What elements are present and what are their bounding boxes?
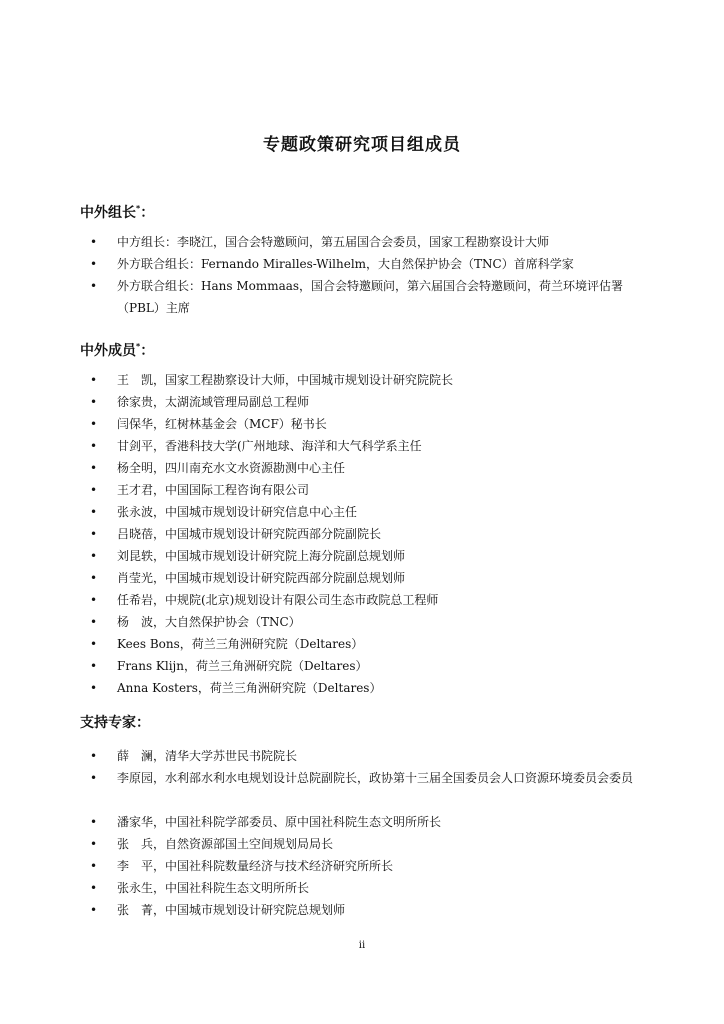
bullet-icon: • bbox=[90, 637, 98, 651]
bullet-icon: • bbox=[90, 257, 98, 271]
bullet-icon: • bbox=[90, 837, 98, 851]
bullet-icon: • bbox=[90, 373, 98, 387]
section-heading-members bbox=[80, 340, 154, 360]
section-heading-leaders bbox=[80, 202, 154, 222]
list-item bbox=[0, 435, 657, 457]
bullet-icon: • bbox=[90, 681, 98, 695]
bullet-icon: • bbox=[90, 549, 98, 563]
list-item-text: 吕晓蓓，中国城市规划设计研究院西部分院副院长 bbox=[117, 527, 382, 541]
bullet-icon: • bbox=[90, 461, 98, 475]
bullet-icon: • bbox=[90, 815, 98, 829]
heading-colon: ： bbox=[140, 343, 155, 359]
list-item-text: 肖莹光，中国城市规划设计研究院西部分院副总规划师 bbox=[117, 571, 406, 585]
section-heading-text: 支持专家 bbox=[80, 715, 136, 731]
heading-colon: ： bbox=[140, 205, 155, 221]
list-item bbox=[0, 479, 657, 501]
bullet-icon: • bbox=[90, 903, 98, 917]
list-item-text: 张 菁，中国城市规划设计研究院总规划师 bbox=[117, 903, 346, 917]
bullet-icon: • bbox=[90, 749, 98, 763]
page-number: ii bbox=[358, 940, 366, 951]
footnote-marker: * bbox=[136, 342, 141, 351]
list-item-text: 杨 波，大自然保护协会（TNC） bbox=[117, 615, 301, 629]
list-item-text: Frans Klijn，荷兰三角洲研究院（Deltares） bbox=[117, 659, 368, 673]
page-title: 专题政策研究项目组成员 bbox=[263, 135, 461, 155]
bullet-icon: • bbox=[90, 439, 98, 453]
list-item bbox=[0, 611, 657, 633]
bullet-icon: • bbox=[90, 881, 98, 895]
list-item-text: 王 凯，国家工程勘察设计大师，中国城市规划设计研究院院长 bbox=[117, 373, 454, 387]
bullet-icon: • bbox=[90, 505, 98, 519]
list-item-text: 王才君，中国国际工程咨询有限公司 bbox=[117, 483, 310, 497]
section-heading-text: 中外组长 bbox=[80, 205, 136, 221]
list-item bbox=[0, 677, 657, 699]
list-item bbox=[0, 275, 657, 319]
list-item-text: 张永生，中国社科院生态文明所所长 bbox=[117, 881, 310, 895]
section-heading-text: 中外成员 bbox=[80, 343, 136, 359]
list-item bbox=[0, 745, 657, 767]
bullet-icon: • bbox=[90, 417, 98, 431]
list-item-text: 闫保华，红树林基金会（MCF）秘书长 bbox=[117, 417, 327, 431]
list-item bbox=[0, 633, 657, 655]
list-item-text: 李 平，中国社科院数量经济与技术经济研究所所长 bbox=[117, 859, 394, 873]
experts-list bbox=[0, 745, 657, 921]
list-item bbox=[0, 545, 657, 567]
list-item-text: Anna Kosters，荷兰三角洲研究院（Deltares） bbox=[117, 681, 382, 695]
list-item-text: 薛 澜，清华大学苏世民书院院长 bbox=[117, 749, 298, 763]
list-item-text: 张永波，中国城市规划设计研究信息中心主任 bbox=[117, 505, 358, 519]
list-item bbox=[0, 231, 657, 253]
list-item-text: 中方组长：李晓江，国合会特邀顾问，第五届国合会委员，国家工程勘察设计大师 bbox=[117, 235, 550, 249]
bullet-icon: • bbox=[90, 771, 98, 785]
list-item bbox=[0, 655, 657, 677]
list-item-text: 刘昆轶，中国城市规划设计研究院上海分院副总规划师 bbox=[117, 549, 406, 563]
list-item bbox=[0, 501, 657, 523]
bullet-icon: • bbox=[90, 593, 98, 607]
list-item-text: 外方联合组长：Hans Mommaas，国合会特邀顾问，第六届国合会特邀顾问，荷兰环境评估署（PBL）主席 bbox=[117, 279, 624, 315]
list-item-text: 甘剑平，香港科技大学(广州地球、海洋和大气科学系主任 bbox=[117, 439, 422, 453]
list-item bbox=[0, 369, 657, 391]
bullet-icon: • bbox=[90, 279, 98, 293]
bullet-icon: • bbox=[90, 659, 98, 673]
list-item bbox=[0, 899, 657, 921]
bullet-icon: • bbox=[90, 571, 98, 585]
list-item-text: 潘家华，中国社科院学部委员、原中国社科院生态文明所所长 bbox=[117, 815, 442, 829]
list-item bbox=[0, 391, 657, 413]
bullet-icon: • bbox=[90, 859, 98, 873]
bullet-icon: • bbox=[90, 235, 98, 249]
list-item-text: 徐家贵，太湖流域管理局副总工程师 bbox=[117, 395, 310, 409]
list-item-text: 任希岩，中规院(北京)规划设计有限公司生态市政院总工程师 bbox=[117, 593, 439, 607]
list-item bbox=[0, 523, 657, 545]
list-item bbox=[0, 567, 657, 589]
heading-colon: ： bbox=[136, 715, 150, 731]
list-item bbox=[0, 253, 657, 275]
leaders-list bbox=[0, 231, 657, 319]
bullet-icon: • bbox=[90, 395, 98, 409]
list-item bbox=[0, 413, 657, 435]
bullet-icon: • bbox=[90, 527, 98, 541]
list-item-text: 杨全明，四川南充水文水资源勘测中心主任 bbox=[117, 461, 346, 475]
footnote-marker: * bbox=[136, 204, 141, 213]
list-item bbox=[0, 877, 657, 899]
list-item bbox=[0, 767, 657, 811]
list-item bbox=[0, 811, 657, 833]
list-item-text: 张 兵，自然资源部国土空间规划局局长 bbox=[117, 837, 334, 851]
section-heading-experts bbox=[80, 712, 150, 732]
list-item-text: 外方联合组长：Fernando Miralles-Wilhelm，大自然保护协会（TNC）首席科学家 bbox=[117, 257, 574, 271]
bullet-icon: • bbox=[90, 615, 98, 629]
members-list bbox=[0, 369, 657, 699]
list-item bbox=[0, 855, 657, 877]
list-item-text: Kees Bons，荷兰三角洲研究院（Deltares） bbox=[117, 637, 364, 651]
bullet-icon: • bbox=[90, 483, 98, 497]
list-item bbox=[0, 833, 657, 855]
list-item-text: 李原园，水利部水利水电规划设计总院副院长，政协第十三届全国委员会人口资源环境委员会委员 bbox=[117, 771, 634, 785]
list-item bbox=[0, 457, 657, 479]
list-item bbox=[0, 589, 657, 611]
